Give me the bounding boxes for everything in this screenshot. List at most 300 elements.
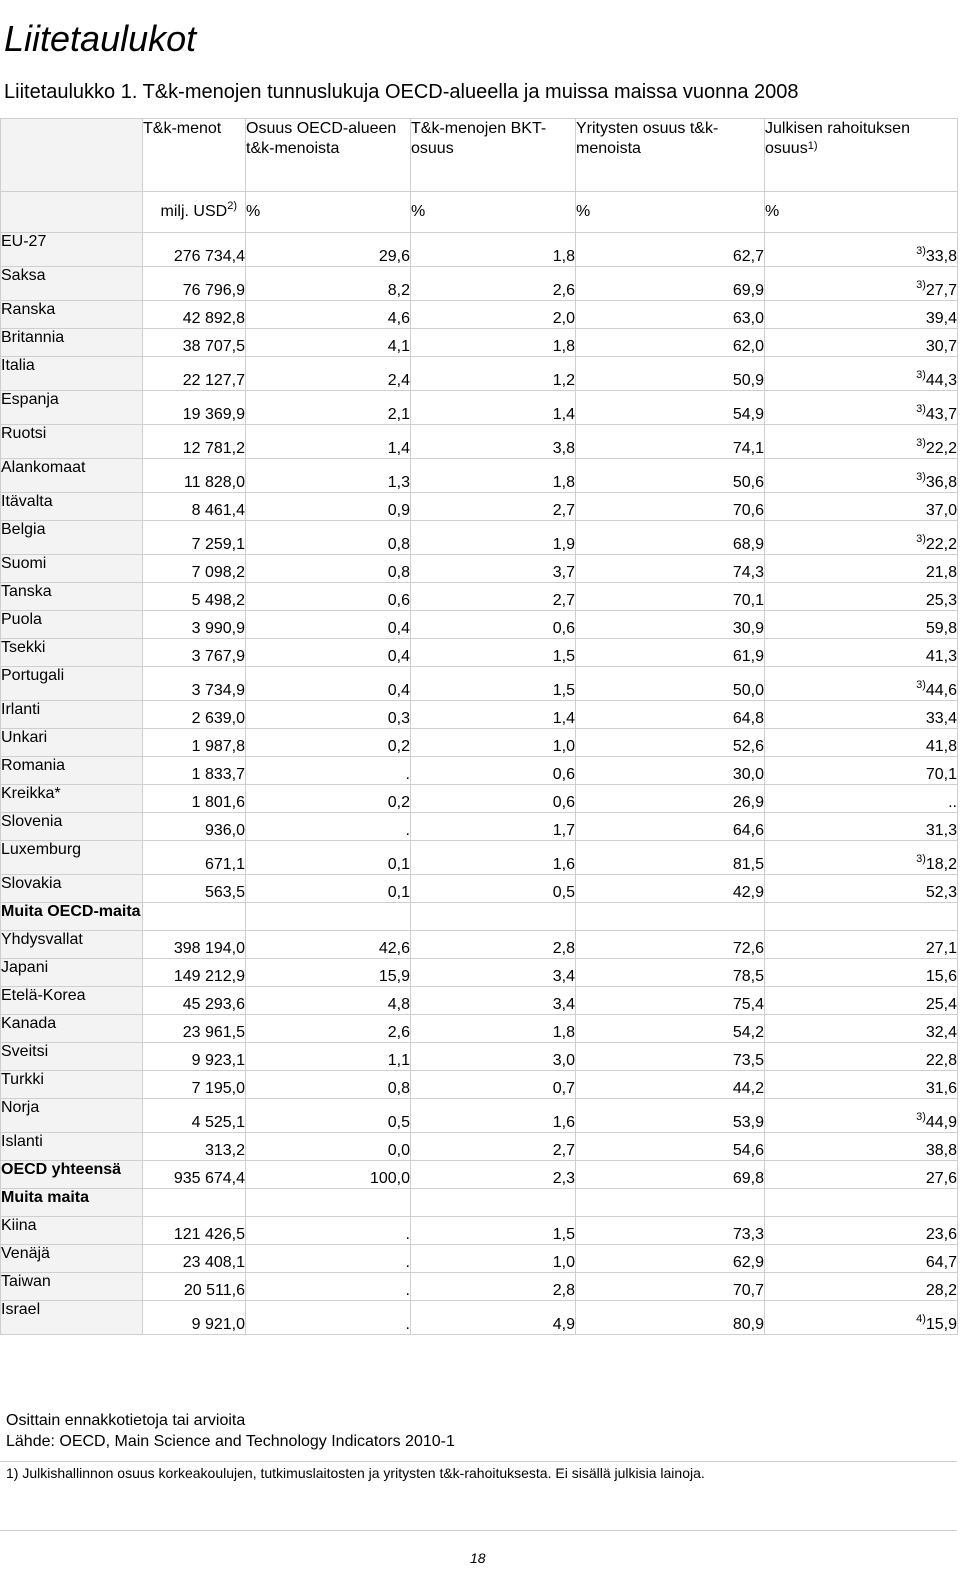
value-cell-5 bbox=[765, 1189, 958, 1217]
value-text: 1,4 bbox=[552, 710, 575, 727]
value-text: 50,9 bbox=[732, 372, 764, 389]
value-cell-3 bbox=[411, 667, 576, 701]
value-text: . bbox=[405, 1316, 410, 1333]
value-cell-5 bbox=[765, 987, 958, 1015]
country-cell: Norja bbox=[1, 1099, 143, 1133]
table-row bbox=[1, 1015, 958, 1043]
value-text: 3 734,9 bbox=[191, 682, 245, 699]
header-public-funding-note: 1) bbox=[807, 140, 818, 152]
value-cell-1 bbox=[143, 555, 246, 583]
country-cell: Espanja bbox=[1, 391, 143, 425]
value-cell-2 bbox=[246, 875, 411, 903]
value-text: 22,2 bbox=[925, 440, 957, 457]
value-text: 36,8 bbox=[925, 474, 957, 491]
value-text: 1 987,8 bbox=[191, 738, 245, 755]
value-text: 54,2 bbox=[732, 1024, 764, 1041]
unit-percent-4: % bbox=[576, 192, 765, 233]
table-row bbox=[1, 987, 958, 1015]
value-cell-2 bbox=[246, 1161, 411, 1189]
value-cell-2 bbox=[246, 931, 411, 959]
page-number: 18 bbox=[470, 1550, 486, 1566]
country-cell: Ranska bbox=[1, 301, 143, 329]
value-cell-5 bbox=[765, 521, 958, 555]
value-cell-1 bbox=[143, 987, 246, 1015]
value-text: 2,0 bbox=[552, 310, 575, 327]
value-text: 42,9 bbox=[732, 884, 764, 901]
country-cell: Kreikka* bbox=[1, 785, 143, 813]
value-text: 44,3 bbox=[925, 372, 957, 389]
value-cell-2 bbox=[246, 459, 411, 493]
footnote-1: 1) Julkishallinnon osuus korkeakoulujen, tutkimuslaitosten ja yritysten t&k-rahoituksesta. Ei sisällä julkisia lainoja. bbox=[6, 1465, 705, 1481]
value-cell-4 bbox=[576, 729, 765, 757]
value-cell-3 bbox=[411, 1099, 576, 1133]
value-cell-4 bbox=[576, 1189, 765, 1217]
value-text: 0,7 bbox=[552, 1080, 575, 1097]
table-row bbox=[1, 667, 958, 701]
value-cell-3 bbox=[411, 611, 576, 639]
value-cell-1 bbox=[143, 959, 246, 987]
value-cell-3 bbox=[411, 813, 576, 841]
value-cell-3 bbox=[411, 1217, 576, 1245]
value-text: 22 127,7 bbox=[182, 372, 245, 389]
value-cell-2 bbox=[246, 1071, 411, 1099]
country-cell: Slovakia bbox=[1, 875, 143, 903]
value-text: 44,9 bbox=[925, 1114, 957, 1131]
value-text: 3,7 bbox=[552, 564, 575, 581]
value-text: 1,8 bbox=[552, 338, 575, 355]
value-cell-3 bbox=[411, 493, 576, 521]
value-cell-4 bbox=[576, 1217, 765, 1245]
table-row bbox=[1, 583, 958, 611]
table-row bbox=[1, 959, 958, 987]
table-row bbox=[1, 425, 958, 459]
value-cell-1 bbox=[143, 611, 246, 639]
value-cell-3 bbox=[411, 555, 576, 583]
value-text: 3,4 bbox=[552, 996, 575, 1013]
value-cell-5 bbox=[765, 667, 958, 701]
value-text: 7 098,2 bbox=[191, 564, 245, 581]
value-text: 64,7 bbox=[925, 1254, 957, 1271]
value-text: 0,8 bbox=[387, 564, 410, 581]
value-cell-1 bbox=[143, 701, 246, 729]
unit-musd-label: milj. USD bbox=[160, 203, 228, 220]
value-text: 50,6 bbox=[732, 474, 764, 491]
value-cell-1 bbox=[143, 493, 246, 521]
value-cell-3 bbox=[411, 357, 576, 391]
data-table bbox=[0, 118, 958, 1335]
value-text: 0,6 bbox=[552, 794, 575, 811]
value-text: 31,6 bbox=[925, 1080, 957, 1097]
value-cell-1 bbox=[143, 1071, 246, 1099]
value-text: 2,6 bbox=[552, 282, 575, 299]
table-row bbox=[1, 357, 958, 391]
value-cell-5 bbox=[765, 425, 958, 459]
value-cell-3 bbox=[411, 841, 576, 875]
value-text: 61,9 bbox=[732, 648, 764, 665]
value-cell-1 bbox=[143, 1099, 246, 1133]
value-text: 20 511,6 bbox=[183, 1282, 245, 1299]
value-cell-5 bbox=[765, 1161, 958, 1189]
value-text: 0,1 bbox=[387, 884, 410, 901]
value-text: 7 195,0 bbox=[191, 1080, 245, 1097]
footnote-marker: 3) bbox=[916, 471, 926, 483]
value-cell-4 bbox=[576, 701, 765, 729]
value-text: 70,1 bbox=[925, 766, 957, 783]
footnote-marker: 3) bbox=[916, 679, 926, 691]
header-business-share: Yritysten osuus t&k-menoista bbox=[576, 119, 765, 192]
value-text: 23 961,5 bbox=[182, 1024, 245, 1041]
value-cell-3 bbox=[411, 459, 576, 493]
value-cell-4 bbox=[576, 1133, 765, 1161]
country-cell: Venäjä bbox=[1, 1245, 143, 1273]
country-cell: Portugali bbox=[1, 667, 143, 701]
value-cell-2 bbox=[246, 1301, 411, 1335]
value-cell-4 bbox=[576, 757, 765, 785]
value-text: 671,1 bbox=[204, 856, 245, 873]
value-text: 73,3 bbox=[732, 1226, 764, 1243]
value-cell-5 bbox=[765, 357, 958, 391]
value-cell-5 bbox=[765, 931, 958, 959]
value-cell-1 bbox=[143, 1217, 246, 1245]
table-row bbox=[1, 521, 958, 555]
country-cell: Ruotsi bbox=[1, 425, 143, 459]
value-cell-4 bbox=[576, 1099, 765, 1133]
country-cell: Britannia bbox=[1, 329, 143, 357]
value-text: 78,5 bbox=[732, 968, 764, 985]
value-text: 1,9 bbox=[552, 536, 575, 553]
value-text: 42 892,8 bbox=[182, 310, 245, 327]
value-text: 0,5 bbox=[552, 884, 575, 901]
value-text: 27,7 bbox=[925, 282, 957, 299]
value-cell-2 bbox=[246, 583, 411, 611]
value-text: 23 408,1 bbox=[182, 1254, 245, 1271]
value-text: 31,3 bbox=[925, 822, 957, 839]
value-text: 44,6 bbox=[925, 682, 957, 699]
unit-percent-5: % bbox=[765, 192, 958, 233]
value-text: 54,6 bbox=[732, 1142, 764, 1159]
value-text: 50,0 bbox=[732, 682, 764, 699]
table-row bbox=[1, 1273, 958, 1301]
value-text: . bbox=[405, 766, 410, 783]
value-text: 2,7 bbox=[552, 1142, 575, 1159]
country-cell: Taiwan bbox=[1, 1273, 143, 1301]
country-cell: Puola bbox=[1, 611, 143, 639]
value-text: 0,0 bbox=[387, 1142, 410, 1159]
country-cell: Slovenia bbox=[1, 813, 143, 841]
value-text: 9 923,1 bbox=[191, 1052, 245, 1069]
country-cell: Tanska bbox=[1, 583, 143, 611]
value-text: 70,1 bbox=[732, 592, 764, 609]
value-text: 563,5 bbox=[204, 884, 245, 901]
value-text: 2,7 bbox=[552, 502, 575, 519]
value-text: 9 921,0 bbox=[191, 1316, 245, 1333]
value-cell-5 bbox=[765, 785, 958, 813]
note-source: Lähde: OECD, Main Science and Technology Indicators 2010-1 bbox=[6, 1433, 455, 1450]
value-text: 2,3 bbox=[552, 1170, 575, 1187]
value-cell-3 bbox=[411, 1071, 576, 1099]
notes bbox=[6, 1410, 455, 1452]
country-cell: Luxemburg bbox=[1, 841, 143, 875]
value-cell-5 bbox=[765, 391, 958, 425]
value-cell-5 bbox=[765, 959, 958, 987]
value-text: 3,8 bbox=[552, 440, 575, 457]
value-cell-5 bbox=[765, 1099, 958, 1133]
country-cell: Unkari bbox=[1, 729, 143, 757]
value-cell-2 bbox=[246, 785, 411, 813]
value-cell-3 bbox=[411, 639, 576, 667]
value-text: . bbox=[405, 1226, 410, 1243]
value-cell-1 bbox=[143, 267, 246, 301]
country-cell: Muita OECD-maita bbox=[1, 903, 143, 931]
value-text: 0,4 bbox=[387, 682, 410, 699]
value-cell-3 bbox=[411, 1043, 576, 1071]
value-cell-3 bbox=[411, 267, 576, 301]
country-cell: Japani bbox=[1, 959, 143, 987]
table-row bbox=[1, 1217, 958, 1245]
value-text: 313,2 bbox=[204, 1142, 245, 1159]
value-text: 0,2 bbox=[387, 794, 410, 811]
value-text: 38,8 bbox=[925, 1142, 957, 1159]
value-cell-4 bbox=[576, 267, 765, 301]
value-cell-2 bbox=[246, 639, 411, 667]
value-cell-2 bbox=[246, 611, 411, 639]
country-cell: Romania bbox=[1, 757, 143, 785]
value-text: 64,6 bbox=[732, 822, 764, 839]
value-text: 68,9 bbox=[732, 536, 764, 553]
value-text: 935 674,4 bbox=[173, 1170, 245, 1187]
value-cell-3 bbox=[411, 1015, 576, 1043]
table-row bbox=[1, 841, 958, 875]
value-cell-4 bbox=[576, 391, 765, 425]
value-cell-4 bbox=[576, 1071, 765, 1099]
value-text: 1,7 bbox=[552, 822, 575, 839]
value-text: 33,8 bbox=[925, 248, 957, 265]
value-cell-3 bbox=[411, 233, 576, 267]
value-text: 72,6 bbox=[732, 940, 764, 957]
unit-corner bbox=[1, 192, 143, 233]
value-text: 59,8 bbox=[925, 620, 957, 637]
value-text: 2 639,0 bbox=[191, 710, 245, 727]
value-cell-1 bbox=[143, 459, 246, 493]
value-cell-5 bbox=[765, 1071, 958, 1099]
value-cell-4 bbox=[576, 521, 765, 555]
value-cell-5 bbox=[765, 267, 958, 301]
footnote-marker: 3) bbox=[916, 1111, 926, 1123]
table-row bbox=[1, 493, 958, 521]
value-cell-4 bbox=[576, 987, 765, 1015]
value-text: 1 801,6 bbox=[191, 794, 245, 811]
value-cell-5 bbox=[765, 1217, 958, 1245]
value-cell-2 bbox=[246, 555, 411, 583]
value-text: 4,9 bbox=[552, 1316, 575, 1333]
value-cell-1 bbox=[143, 841, 246, 875]
footnote-marker: 3) bbox=[916, 533, 926, 545]
value-cell-2 bbox=[246, 701, 411, 729]
country-cell: Israel bbox=[1, 1301, 143, 1335]
table-row bbox=[1, 1043, 958, 1071]
value-text: 0,1 bbox=[387, 856, 410, 873]
table-row bbox=[1, 785, 958, 813]
value-text: . bbox=[405, 1254, 410, 1271]
value-cell-4 bbox=[576, 555, 765, 583]
value-text: 1,4 bbox=[552, 406, 575, 423]
country-cell: Irlanti bbox=[1, 701, 143, 729]
footnote-marker: 3) bbox=[916, 853, 926, 865]
table-row bbox=[1, 1099, 958, 1133]
value-cell-4 bbox=[576, 875, 765, 903]
footnote-marker: 4) bbox=[916, 1313, 926, 1325]
value-cell-2 bbox=[246, 521, 411, 555]
value-cell-4 bbox=[576, 785, 765, 813]
value-cell-4 bbox=[576, 813, 765, 841]
value-cell-3 bbox=[411, 1133, 576, 1161]
value-text: 27,1 bbox=[925, 940, 957, 957]
section-row bbox=[1, 1189, 958, 1217]
value-cell-3 bbox=[411, 1273, 576, 1301]
value-text: 4,6 bbox=[387, 310, 410, 327]
value-text: 11 828,0 bbox=[183, 474, 245, 491]
value-text: . bbox=[405, 1282, 410, 1299]
value-cell-3 bbox=[411, 1161, 576, 1189]
table-title: Liitetaulukko 1. T&k-menojen tunnuslukuja OECD-alueella ja muissa maissa vuonna 2008 bbox=[4, 81, 799, 103]
value-cell-1 bbox=[143, 1189, 246, 1217]
value-cell-2 bbox=[246, 493, 411, 521]
value-text: 27,6 bbox=[925, 1170, 957, 1187]
value-text: 0,6 bbox=[552, 620, 575, 637]
value-cell-2 bbox=[246, 301, 411, 329]
value-cell-2 bbox=[246, 903, 411, 931]
value-cell-5 bbox=[765, 729, 958, 757]
value-cell-3 bbox=[411, 521, 576, 555]
value-cell-5 bbox=[765, 1245, 958, 1273]
value-text: 0,5 bbox=[387, 1114, 410, 1131]
value-text: 276 734,4 bbox=[173, 248, 245, 265]
value-cell-4 bbox=[576, 1043, 765, 1071]
value-text: 42,6 bbox=[378, 940, 410, 957]
value-text: 37,0 bbox=[925, 502, 957, 519]
value-text: 23,6 bbox=[925, 1226, 957, 1243]
value-cell-3 bbox=[411, 931, 576, 959]
value-text: 44,2 bbox=[732, 1080, 764, 1097]
country-cell: Tsekki bbox=[1, 639, 143, 667]
value-cell-1 bbox=[143, 813, 246, 841]
country-cell: Yhdysvallat bbox=[1, 931, 143, 959]
value-cell-2 bbox=[246, 757, 411, 785]
value-text: 1 833,7 bbox=[191, 766, 245, 783]
value-cell-4 bbox=[576, 425, 765, 459]
value-cell-5 bbox=[765, 301, 958, 329]
value-cell-5 bbox=[765, 493, 958, 521]
value-text: 81,5 bbox=[732, 856, 764, 873]
section-row bbox=[1, 903, 958, 931]
value-cell-3 bbox=[411, 987, 576, 1015]
unit-percent-2: % bbox=[246, 192, 411, 233]
value-text: 25,3 bbox=[925, 592, 957, 609]
value-text: 21,8 bbox=[925, 564, 957, 581]
value-cell-1 bbox=[143, 639, 246, 667]
value-cell-4 bbox=[576, 357, 765, 391]
value-cell-3 bbox=[411, 391, 576, 425]
value-text: 26,9 bbox=[732, 794, 764, 811]
value-cell-1 bbox=[143, 1301, 246, 1335]
value-cell-1 bbox=[143, 357, 246, 391]
value-text: 69,8 bbox=[732, 1170, 764, 1187]
value-cell-2 bbox=[246, 425, 411, 459]
table-row bbox=[1, 931, 958, 959]
country-cell: Sveitsi bbox=[1, 1043, 143, 1071]
value-text: 41,8 bbox=[925, 738, 957, 755]
value-text: 15,6 bbox=[925, 968, 957, 985]
value-text: 76 796,9 bbox=[182, 282, 245, 299]
table-row bbox=[1, 1245, 958, 1273]
table-row bbox=[1, 267, 958, 301]
value-text: 80,9 bbox=[732, 1316, 764, 1333]
value-text: 28,2 bbox=[925, 1282, 957, 1299]
table-row bbox=[1, 875, 958, 903]
value-text: 19 369,9 bbox=[182, 406, 245, 423]
value-cell-2 bbox=[246, 1245, 411, 1273]
value-cell-5 bbox=[765, 583, 958, 611]
value-cell-5 bbox=[765, 639, 958, 667]
country-cell: Itävalta bbox=[1, 493, 143, 521]
value-cell-2 bbox=[246, 1273, 411, 1301]
value-cell-4 bbox=[576, 1301, 765, 1335]
table-row bbox=[1, 329, 958, 357]
value-text: 70,7 bbox=[732, 1282, 764, 1299]
footnote-marker: 3) bbox=[916, 403, 926, 415]
value-text: 3,4 bbox=[552, 968, 575, 985]
value-cell-5 bbox=[765, 555, 958, 583]
footnote-marker: 3) bbox=[916, 245, 926, 257]
value-text: 0,9 bbox=[387, 502, 410, 519]
value-text: 1,4 bbox=[387, 440, 410, 457]
value-cell-4 bbox=[576, 841, 765, 875]
table-row bbox=[1, 1071, 958, 1099]
value-text: 1,2 bbox=[552, 372, 575, 389]
value-cell-4 bbox=[576, 1015, 765, 1043]
value-cell-2 bbox=[246, 1099, 411, 1133]
value-text: 15,9 bbox=[925, 1316, 957, 1333]
value-cell-4 bbox=[576, 931, 765, 959]
header-oecd-share: Osuus OECD-alueen t&k-menoista bbox=[246, 119, 411, 192]
value-text: 4,1 bbox=[387, 338, 410, 355]
value-text: 30,9 bbox=[732, 620, 764, 637]
value-text: 41,3 bbox=[925, 648, 957, 665]
value-cell-1 bbox=[143, 785, 246, 813]
value-cell-1 bbox=[143, 903, 246, 931]
value-cell-2 bbox=[246, 1217, 411, 1245]
value-text: 22,2 bbox=[925, 536, 957, 553]
value-text: 62,0 bbox=[732, 338, 764, 355]
value-cell-1 bbox=[143, 875, 246, 903]
value-text: 100,0 bbox=[369, 1170, 410, 1187]
header-corner bbox=[1, 119, 143, 192]
value-text: 149 212,9 bbox=[173, 968, 245, 985]
value-text: 75,4 bbox=[732, 996, 764, 1013]
value-cell-3 bbox=[411, 875, 576, 903]
value-text: 7 259,1 bbox=[191, 536, 245, 553]
table-row bbox=[1, 391, 958, 425]
value-text: 1,6 bbox=[552, 1114, 575, 1131]
value-cell-4 bbox=[576, 459, 765, 493]
value-text: 1,5 bbox=[552, 648, 575, 665]
value-cell-2 bbox=[246, 987, 411, 1015]
table-row bbox=[1, 639, 958, 667]
value-text: 25,4 bbox=[925, 996, 957, 1013]
value-cell-4 bbox=[576, 611, 765, 639]
table-row bbox=[1, 555, 958, 583]
value-text: 52,6 bbox=[732, 738, 764, 755]
